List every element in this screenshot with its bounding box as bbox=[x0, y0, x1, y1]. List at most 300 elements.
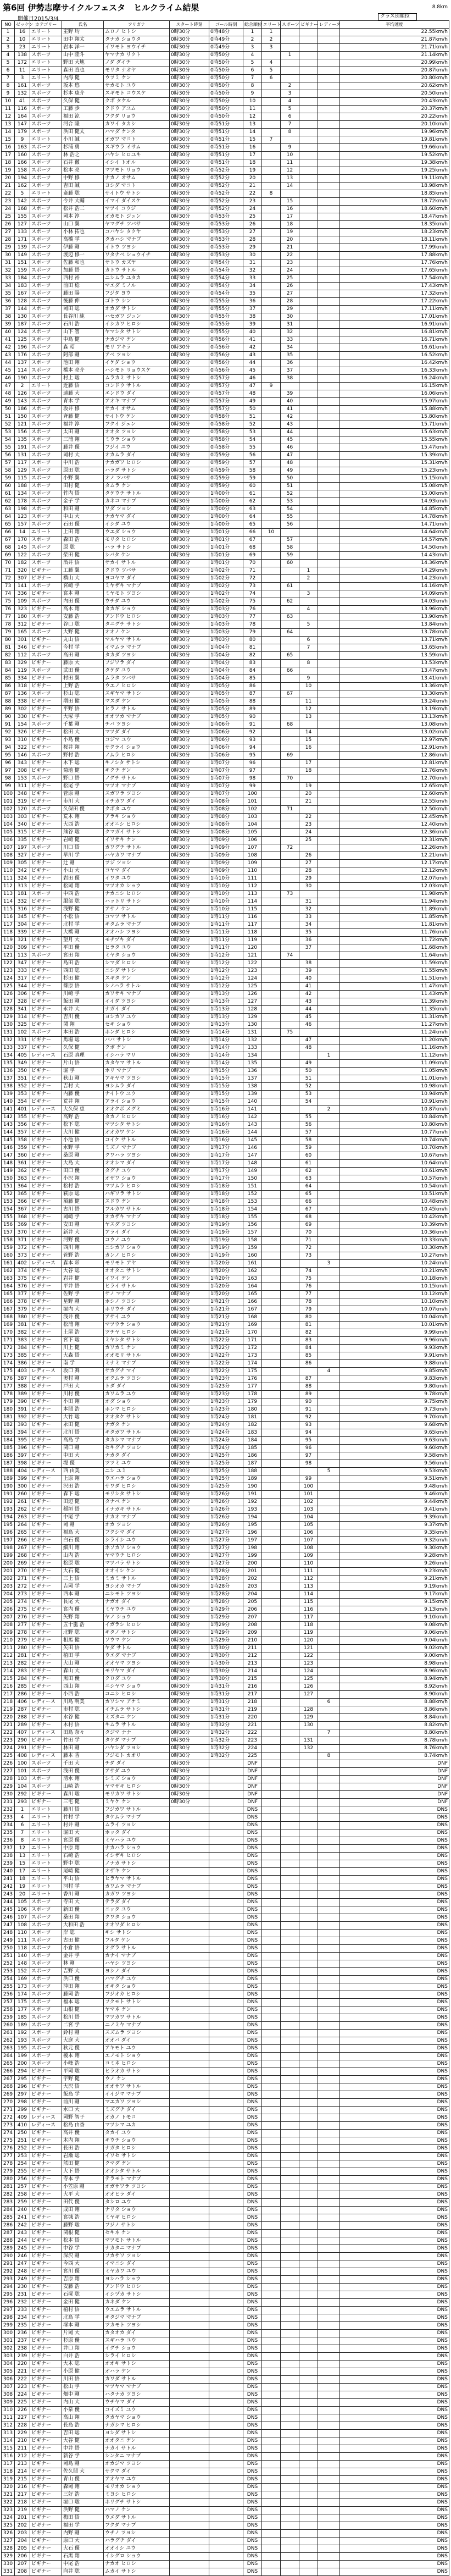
table-cell: 107 bbox=[299, 1537, 318, 1545]
table-cell: 394 bbox=[15, 1429, 30, 1437]
table-cell: スポーツ bbox=[30, 2014, 62, 2022]
table-cell: 21 bbox=[243, 183, 262, 190]
table-cell bbox=[170, 2060, 209, 2068]
table-cell: シライシ ユウ bbox=[104, 1537, 170, 1545]
table-cell: ビギナー bbox=[30, 2422, 62, 2430]
table-cell: 130 bbox=[2, 1021, 15, 1029]
table-cell: ビギナー bbox=[30, 1152, 62, 1160]
table-cell: 33 bbox=[243, 275, 262, 283]
table-cell: ビギナー bbox=[30, 1229, 62, 1237]
table-row bbox=[2, 2553, 449, 2561]
table-cell: 132 bbox=[15, 90, 30, 98]
table-cell bbox=[262, 1891, 281, 1899]
table-cell: 104 bbox=[299, 1514, 318, 1522]
table-cell: 0時57分 bbox=[209, 390, 243, 398]
table-cell: 18 bbox=[281, 221, 299, 229]
table-cell bbox=[170, 2199, 209, 2207]
table-cell: ビギナー bbox=[30, 1314, 62, 1322]
table-cell: 171 bbox=[243, 1337, 262, 1345]
table-row bbox=[2, 275, 449, 283]
table-cell bbox=[281, 760, 299, 767]
table-cell: 195 bbox=[15, 2045, 30, 2053]
table-cell: ビギナー bbox=[30, 1622, 62, 1629]
table-cell bbox=[281, 2414, 299, 2422]
table-cell: 久保 健 bbox=[62, 1044, 104, 1052]
table-row bbox=[2, 2299, 449, 2307]
table-cell: 131 bbox=[15, 452, 30, 460]
table-cell: 300 bbox=[2, 2330, 15, 2337]
table-cell bbox=[209, 2145, 243, 2153]
table-cell bbox=[318, 2060, 340, 2068]
table-cell bbox=[209, 2268, 243, 2276]
table-cell: ヨコヤマ ダイ bbox=[104, 575, 170, 583]
table-cell: 13 bbox=[2, 121, 15, 129]
table-cell: ナカタ ダイ bbox=[104, 1452, 170, 1460]
table-cell: 11.16km/h bbox=[340, 1044, 449, 1052]
table-cell bbox=[281, 1345, 299, 1352]
table-cell: 103 bbox=[2, 814, 15, 821]
table-cell: 122 bbox=[243, 960, 262, 968]
table-cell: ビギナー bbox=[30, 1191, 62, 1198]
table-cell bbox=[170, 1999, 209, 2006]
table-cell bbox=[262, 1475, 281, 1483]
table-cell bbox=[170, 2345, 209, 2353]
table-cell: 1時17分 bbox=[209, 1145, 243, 1152]
table-cell: ヨシカワ ユウ bbox=[104, 1014, 170, 1021]
table-cell: 太田 剛 bbox=[62, 429, 104, 436]
table-cell bbox=[299, 159, 318, 167]
table-row bbox=[2, 698, 449, 706]
table-cell bbox=[318, 1068, 340, 1075]
table-cell: ビギナー bbox=[30, 1121, 62, 1129]
table-cell: ビギナー bbox=[30, 1483, 62, 1491]
table-cell: 13.24km/h bbox=[340, 698, 449, 706]
table-cell: 303 bbox=[15, 814, 30, 821]
table-row bbox=[2, 136, 449, 144]
table-cell bbox=[318, 2553, 340, 2561]
table-row bbox=[2, 1676, 449, 1683]
table-cell: 大塚 学 bbox=[62, 714, 104, 721]
table-row bbox=[2, 2207, 449, 2214]
table-cell: 16.06km/h bbox=[340, 390, 449, 398]
table-cell bbox=[262, 483, 281, 490]
table-cell: 97 bbox=[243, 767, 262, 775]
table-cell bbox=[262, 1183, 281, 1191]
table-cell bbox=[318, 1306, 340, 1314]
table-cell: オオモリ サトル bbox=[104, 1352, 170, 1360]
table-cell: DNS bbox=[243, 2160, 262, 2168]
table-cell bbox=[209, 2053, 243, 2060]
table-cell: 175 bbox=[15, 1999, 30, 2006]
table-cell bbox=[262, 914, 281, 921]
table-cell: DNS bbox=[243, 2507, 262, 2514]
table-cell: 338 bbox=[15, 698, 30, 706]
table-row bbox=[2, 2291, 449, 2299]
table-cell bbox=[281, 1306, 299, 1314]
table-cell: 94 bbox=[2, 744, 15, 752]
table-cell: 0時30分 bbox=[170, 1260, 209, 1268]
table-cell: ビギナー bbox=[30, 1545, 62, 1552]
table-cell bbox=[299, 413, 318, 421]
table-cell: 0時30分 bbox=[170, 1014, 209, 1021]
table-cell: 134 bbox=[15, 490, 30, 498]
table-cell: 178 bbox=[15, 498, 30, 506]
table-cell: ビギナー bbox=[30, 1275, 62, 1283]
table-cell bbox=[299, 1791, 318, 1799]
table-cell: 0時30分 bbox=[170, 1129, 209, 1137]
table-cell bbox=[318, 729, 340, 737]
table-cell: 163 bbox=[243, 1275, 262, 1283]
table-cell: 246 bbox=[15, 2253, 30, 2260]
table-cell: 1時12分 bbox=[209, 952, 243, 960]
column-header: 平均速度 bbox=[340, 21, 449, 29]
table-cell bbox=[299, 67, 318, 75]
table-cell: 19.66km/h bbox=[340, 144, 449, 152]
table-cell: 46 bbox=[281, 444, 299, 452]
table-cell: スポーツ bbox=[30, 1983, 62, 1991]
table-cell: 1 bbox=[243, 29, 262, 36]
table-cell: 171 bbox=[15, 236, 30, 244]
table-cell: 0時30分 bbox=[170, 1568, 209, 1576]
table-cell: 12 bbox=[2, 113, 15, 121]
table-cell: 0時30分 bbox=[170, 1368, 209, 1375]
table-cell: 1時30分 bbox=[209, 1676, 243, 1683]
table-cell bbox=[299, 752, 318, 760]
table-cell: 1時02分 bbox=[209, 575, 243, 583]
table-cell bbox=[318, 1499, 340, 1506]
table-cell bbox=[281, 2391, 299, 2399]
table-cell bbox=[170, 2561, 209, 2568]
table-cell: イイジマ マナブ bbox=[104, 2091, 170, 2099]
table-row bbox=[2, 90, 449, 98]
table-cell: 217 bbox=[15, 2491, 30, 2499]
table-cell bbox=[262, 1014, 281, 1021]
table-cell: モリ アキラ bbox=[104, 344, 170, 352]
table-cell: 内海 健 bbox=[62, 75, 104, 82]
table-cell: 9.46km/h bbox=[340, 1491, 449, 1499]
table-cell bbox=[318, 2345, 340, 2353]
table-cell: 10 bbox=[243, 98, 262, 106]
table-cell: スポーツ bbox=[30, 598, 62, 606]
table-cell: 0時30分 bbox=[170, 513, 209, 521]
table-row bbox=[2, 1845, 449, 1853]
table-cell: 9.65km/h bbox=[340, 1429, 449, 1437]
table-cell: 399 bbox=[15, 1475, 30, 1483]
table-cell bbox=[170, 2107, 209, 2114]
table-cell: 40 bbox=[281, 398, 299, 406]
table-cell bbox=[262, 106, 281, 113]
table-cell: 61 bbox=[2, 490, 15, 498]
table-cell: 14 bbox=[243, 129, 262, 136]
table-row bbox=[2, 1937, 449, 1945]
table-cell: 28 bbox=[281, 298, 299, 306]
table-row bbox=[2, 2491, 449, 2499]
table-cell: ビギナー bbox=[30, 1568, 62, 1576]
table-row bbox=[2, 1083, 449, 1091]
table-cell bbox=[299, 2353, 318, 2361]
table-cell: 271 bbox=[15, 1576, 30, 1583]
table-row bbox=[2, 1491, 449, 1499]
table-cell bbox=[262, 1776, 281, 1783]
table-cell: 329 bbox=[15, 660, 30, 667]
table-cell bbox=[262, 1114, 281, 1121]
table-cell bbox=[318, 860, 340, 867]
table-row bbox=[2, 313, 449, 321]
table-cell: コジマ ユウ bbox=[104, 737, 170, 744]
table-cell: ビギナー bbox=[30, 2168, 62, 2176]
table-cell: DNS bbox=[340, 2468, 449, 2476]
table-cell bbox=[262, 1737, 281, 1745]
table-cell bbox=[281, 2030, 299, 2037]
table-cell bbox=[262, 1622, 281, 1629]
table-cell: 12.17km/h bbox=[340, 860, 449, 867]
table-cell: 102 bbox=[2, 806, 15, 814]
table-cell: 20.37km/h bbox=[340, 106, 449, 113]
table-cell bbox=[318, 590, 340, 598]
table-cell bbox=[170, 1806, 209, 1814]
table-cell: 39 bbox=[2, 321, 15, 329]
table-cell: 176 bbox=[15, 352, 30, 360]
table-cell: 0時30分 bbox=[170, 1145, 209, 1152]
table-cell: 71 bbox=[243, 567, 262, 575]
table-cell: 11 bbox=[299, 698, 318, 706]
table-cell bbox=[318, 613, 340, 621]
table-cell: ビギナー bbox=[30, 2453, 62, 2461]
table-cell bbox=[281, 2514, 299, 2522]
table-cell bbox=[299, 421, 318, 429]
table-cell: 271 bbox=[2, 2107, 15, 2114]
table-cell: 11.12km/h bbox=[340, 1052, 449, 1060]
table-cell: ビギナー bbox=[30, 2391, 62, 2399]
table-cell bbox=[209, 1891, 243, 1899]
table-cell bbox=[299, 2491, 318, 2499]
table-cell: 121 bbox=[299, 1645, 318, 1652]
table-cell bbox=[281, 1075, 299, 1083]
table-row bbox=[2, 1760, 449, 1768]
table-cell: 0時30分 bbox=[170, 1545, 209, 1552]
table-cell: 0時30分 bbox=[170, 475, 209, 483]
table-cell: 327 bbox=[2, 2538, 15, 2545]
table-cell bbox=[299, 1991, 318, 1999]
table-cell: 50 bbox=[2, 406, 15, 413]
table-cell: 240 bbox=[2, 1868, 15, 1876]
table-cell: 中井 悟 bbox=[62, 2445, 104, 2453]
table-cell: 5 bbox=[2, 59, 15, 67]
table-row bbox=[2, 2345, 449, 2353]
table-cell bbox=[318, 983, 340, 991]
table-cell: エリート bbox=[30, 1829, 62, 1837]
table-cell: ミヤケ ケン bbox=[104, 1799, 170, 1806]
table-cell: 347 bbox=[15, 960, 30, 968]
table-cell bbox=[318, 1198, 340, 1206]
table-cell: 206 bbox=[2, 1606, 15, 1614]
table-cell: 146 bbox=[15, 752, 30, 760]
table-cell: 石田 優 bbox=[62, 521, 104, 529]
table-row bbox=[2, 483, 449, 490]
table-cell bbox=[318, 537, 340, 544]
table-cell: 8.84km/h bbox=[340, 1714, 449, 1722]
table-cell: 1時22分 bbox=[209, 1345, 243, 1352]
table-cell: 0時30分 bbox=[170, 198, 209, 206]
table-cell: スギモト コウスケ bbox=[104, 90, 170, 98]
table-cell bbox=[281, 2268, 299, 2276]
table-cell: 196 bbox=[2, 1529, 15, 1537]
table-cell bbox=[262, 2545, 281, 2553]
table-cell: サノ マナブ bbox=[104, 1291, 170, 1298]
table-cell: 318 bbox=[15, 683, 30, 690]
table-cell bbox=[281, 2568, 299, 2576]
table-cell bbox=[318, 798, 340, 806]
table-cell bbox=[262, 2468, 281, 2476]
table-cell bbox=[262, 1137, 281, 1145]
table-cell: ビギナー bbox=[30, 2153, 62, 2160]
table-cell bbox=[281, 1629, 299, 1637]
table-cell: DNS bbox=[243, 2414, 262, 2422]
table-cell: 1時00分 bbox=[209, 513, 243, 521]
table-cell bbox=[262, 1660, 281, 1668]
table-cell bbox=[262, 298, 281, 306]
table-cell: スポーツ bbox=[30, 1930, 62, 1937]
table-row bbox=[2, 914, 449, 921]
table-cell bbox=[318, 698, 340, 706]
table-cell: 70 bbox=[2, 560, 15, 567]
table-cell bbox=[299, 1699, 318, 1706]
table-cell: ビギナー bbox=[30, 1745, 62, 1753]
table-cell: オオキ サトシ bbox=[104, 2361, 170, 2368]
table-cell: 200 bbox=[243, 1560, 262, 1568]
table-cell: マツオ マナブ bbox=[104, 783, 170, 791]
table-cell bbox=[281, 1968, 299, 1976]
table-row bbox=[2, 1691, 449, 1699]
table-cell: 33 bbox=[299, 914, 318, 921]
table-cell: 高島 学 bbox=[62, 1437, 104, 1445]
table-cell bbox=[262, 352, 281, 360]
table-cell: DNS bbox=[340, 2107, 449, 2114]
table-cell: 153 bbox=[2, 1198, 15, 1206]
table-cell: 熊谷 聡 bbox=[62, 829, 104, 837]
table-cell: 大島 大 bbox=[62, 1160, 104, 1168]
table-cell: ミナミ マナブ bbox=[104, 1360, 170, 1368]
table-cell: DNS bbox=[243, 2199, 262, 2207]
table-cell: コイズミ ユウ bbox=[104, 2407, 170, 2414]
table-cell: 0時30分 bbox=[170, 360, 209, 367]
table-cell: ビギナー bbox=[30, 1737, 62, 1745]
table-cell bbox=[299, 1368, 318, 1375]
table-cell bbox=[262, 1906, 281, 1914]
table-cell: 1時19分 bbox=[209, 1252, 243, 1260]
table-cell bbox=[318, 1976, 340, 1983]
table-cell: 沖田 翔 bbox=[62, 1983, 104, 1991]
table-cell: 0時30分 bbox=[170, 1275, 209, 1283]
table-cell: 0時30分 bbox=[170, 506, 209, 513]
table-cell: 13 bbox=[243, 121, 262, 129]
table-cell: カワカミ ケン bbox=[104, 1345, 170, 1352]
table-cell: 41 bbox=[281, 406, 299, 413]
table-cell: ビギナー bbox=[30, 944, 62, 952]
table-cell: キクチ ケン bbox=[104, 767, 170, 775]
table-cell: スポーツ bbox=[30, 1783, 62, 1791]
table-cell: DNS bbox=[243, 2484, 262, 2491]
table-cell bbox=[262, 2530, 281, 2538]
table-cell: 0時30分 bbox=[170, 613, 209, 621]
table-cell: 9.75km/h bbox=[340, 1398, 449, 1406]
table-cell: 204 bbox=[2, 1591, 15, 1599]
table-cell: ビギナー bbox=[30, 1591, 62, 1599]
table-row bbox=[2, 1822, 449, 1829]
table-cell: 9.13km/h bbox=[340, 1606, 449, 1614]
table-cell: クボ ケン bbox=[104, 1044, 170, 1052]
table-cell: アライ ショウ bbox=[104, 1098, 170, 1106]
table-cell: 沢田 浩 bbox=[62, 1483, 104, 1491]
table-cell bbox=[170, 2291, 209, 2299]
table-cell bbox=[170, 2468, 209, 2476]
table-cell: 1時06分 bbox=[209, 737, 243, 744]
table-cell: 14.43km/h bbox=[340, 552, 449, 560]
table-cell: 0時30分 bbox=[170, 767, 209, 775]
table-cell: クドウ アユム bbox=[104, 106, 170, 113]
table-cell: 55 bbox=[281, 513, 299, 521]
table-cell: 51 bbox=[281, 483, 299, 490]
table-cell bbox=[318, 1568, 340, 1576]
table-cell: 282 bbox=[2, 2191, 15, 2199]
table-cell: 75 bbox=[243, 598, 262, 606]
table-cell bbox=[209, 2253, 243, 2260]
table-cell bbox=[262, 1883, 281, 1891]
table-cell: 1時29分 bbox=[209, 1622, 243, 1629]
table-cell: テラモト マナブ bbox=[104, 2176, 170, 2183]
table-cell: 井口 翔 bbox=[62, 2345, 104, 2353]
table-cell: 9.80km/h bbox=[340, 1383, 449, 1391]
table-cell: 78 bbox=[2, 621, 15, 629]
table-cell bbox=[281, 737, 299, 744]
table-cell: 永田 健 bbox=[62, 1422, 104, 1429]
table-cell bbox=[281, 2399, 299, 2407]
table-cell bbox=[299, 1945, 318, 1953]
table-cell bbox=[318, 914, 340, 921]
table-cell bbox=[318, 1629, 340, 1637]
table-cell: 14 bbox=[281, 183, 299, 190]
table-cell: DNS bbox=[243, 2568, 262, 2576]
table-cell: 10.77km/h bbox=[340, 1129, 449, 1137]
table-row bbox=[2, 267, 449, 275]
table-cell: 352 bbox=[15, 1083, 30, 1091]
table-cell: 11 bbox=[243, 106, 262, 113]
table-cell: 257 bbox=[15, 2183, 30, 2191]
table-cell bbox=[281, 1383, 299, 1391]
table-cell: 203 bbox=[15, 2530, 30, 2538]
table-cell bbox=[262, 2314, 281, 2322]
table-cell bbox=[281, 1106, 299, 1114]
table-cell bbox=[281, 1853, 299, 1860]
table-cell bbox=[281, 1768, 299, 1776]
table-cell: 坂本 悠 bbox=[62, 82, 104, 90]
table-cell bbox=[262, 752, 281, 760]
table-cell: 76 bbox=[299, 1283, 318, 1291]
table-cell: エリート bbox=[30, 1891, 62, 1899]
table-cell bbox=[299, 1983, 318, 1991]
table-cell: 22 bbox=[299, 814, 318, 821]
table-cell: 309 bbox=[15, 944, 30, 952]
table-cell: キムラ サトル bbox=[104, 1722, 170, 1729]
table-cell: 岩瀬 聡 bbox=[62, 2153, 104, 2160]
table-cell: DNS bbox=[243, 2068, 262, 2076]
table-cell: 155 bbox=[15, 213, 30, 221]
table-cell bbox=[209, 2322, 243, 2330]
table-cell: 212 bbox=[15, 2453, 30, 2461]
table-cell: 0時30分 bbox=[170, 898, 209, 906]
table-row bbox=[2, 2468, 449, 2476]
table-cell: 152 bbox=[243, 1191, 262, 1198]
